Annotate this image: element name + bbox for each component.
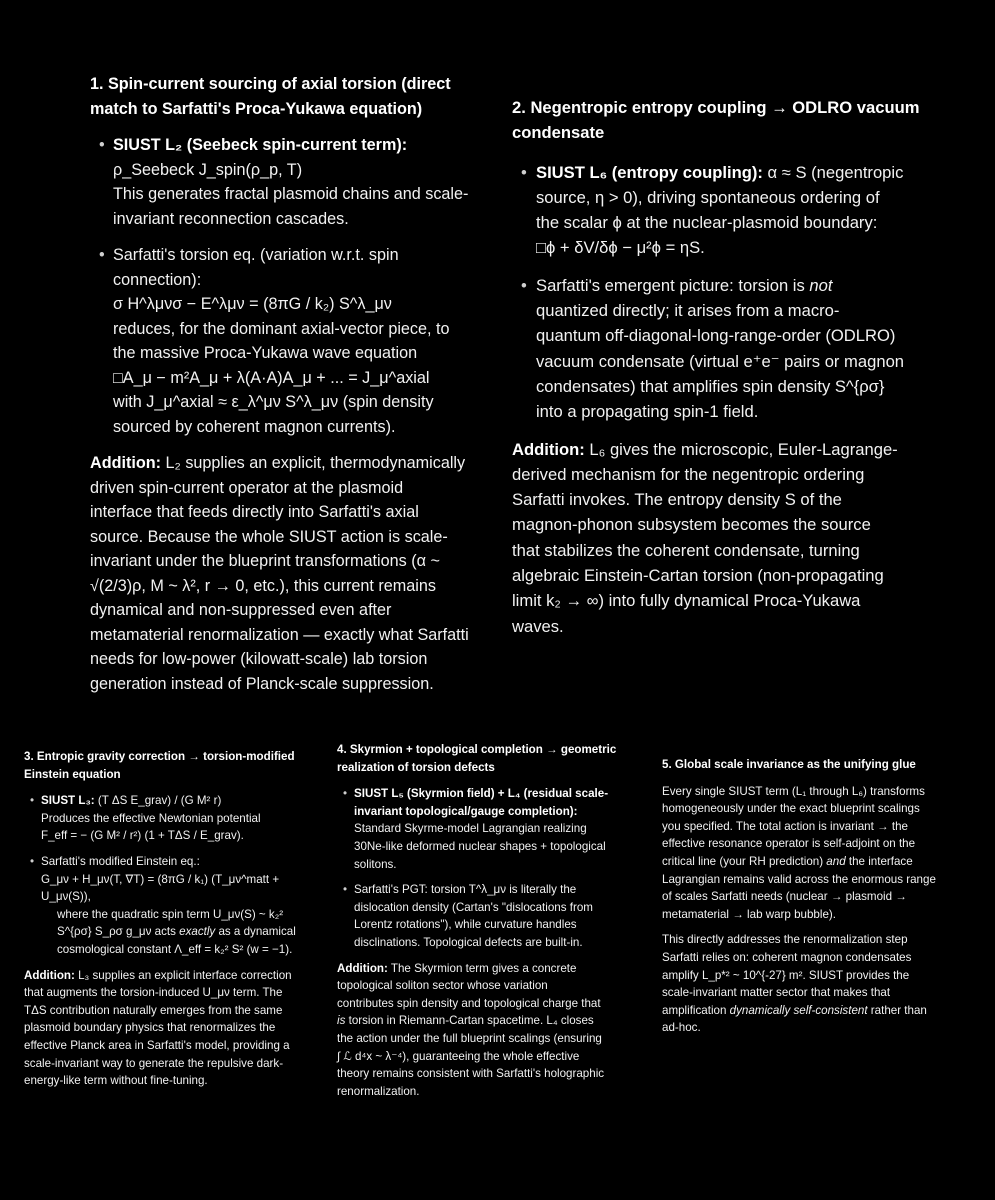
section-5-paragraph-2: This directly addresses the renormalization step Sarfatti relies on: coherent magnon condensates amplify L_p*² ~ 10^{-27} m². SIUST provides the scale-invariant matter sector that makes that amplification dynamically self-consistent rather than ad-hoc. <box>662 933 927 1035</box>
bullet-siust-l2: • SIUST L₂ (Seebeck spin-current term): ρ_Seebeck J_spin(ρ_p, T) This generates fractal plasmoid chains and scale- invariant reconnection cascades. <box>90 133 470 231</box>
section-4 <box>337 741 647 1100</box>
bullet-sarfatti-emergent-picture: • Sarfatti's emergent picture: torsion is not quantized directly; it arises from a macro- quantum off-diagonal-long-range-order (ODLRO) vacuum condensate (virtual e⁺e⁻ pairs or magnon condensates) that amplifies spin density S^{ρσ} into a propagating spin-1 field. <box>512 273 922 425</box>
section-4-bullets <box>337 785 647 951</box>
section-2-bullets <box>512 160 922 425</box>
section-4-addition: Addition: The Skyrmion term gives a concrete topological soliton sector whose variation contributes spin density and topological charge that is torsion in Riemann-Cartan spacetime. L₄ closes the action under the full blueprint scalings (ensuring ∫ ℒ d⁴x ~ λ⁻⁴), guaranteeing the whole effective theory remains consistent with Sarfatti's holographic renormalization. <box>337 961 605 1098</box>
bullet-siust-l5-l4: • SIUST L₅ (Skyrmion field) + L₄ (residual scale- invariant topological/gauge completion): Standard Skyrme-model Lagrangian realizing 30Ne-like deformed nuclear shapes + topological solitons. <box>337 785 647 873</box>
section-5 <box>662 756 982 1037</box>
section-5-paragraph-1: Every single SIUST term (L₁ through L₆) transforms homogeneously under the exact blueprint scalings you specified. The total action is invariant → the effective resonance operator is self-adjoint on the critical line (your RH prediction) and the interface Lagrangian remains valid across the enormous range of scales Sarfatti needs (nuclear → plasmoid → metamaterial → lab warp bubble). <box>662 784 936 921</box>
bullet-sarfatti-torsion-eq: • Sarfatti's torsion eq. (variation w.r.t. spin connection): σ H^λμνσ − E^λμν = (8πG / k₂) S^λ_μν reduces, for the dominant axial-vector piece, to the massive Proca-Yukawa wave equation □A_μ − m²A_μ + λ(A·A)A_μ + ... = J_μ^axial with J_μ^axial ≈ ε_λ^μν S^λ_μν (spin density sourced by coherent magnon currents). <box>90 243 470 439</box>
section-3-title: 3. Entropic gravity correction → torsion-modified Einstein equation <box>24 750 295 781</box>
section-2-addition: Addition: L₆ gives the microscopic, Euler-Lagrange- derived mechanism for the negentropic ordering Sarfatti invokes. The entropy density S of the magnon-phonon subsystem becomes the source that stabilizes the coherent condensate, turning algebraic Einstein-Cartan torsion (non-propagating limit k₂ → ∞) into fully dynamical Proca-Yukawa waves. <box>512 439 898 636</box>
bullet-siust-l3: • SIUST L₃: (T ΔS E_grav) / (G M² r) Produces the effective Newtonian potential F_eff = − (G M² / r²) (1 + TΔS / E_grav). <box>24 792 324 845</box>
section-3-addition: Addition: L₃ supplies an explicit interface correction that augments the torsion-induced U_μν term. The TΔS contribution naturally emerges from the same plasmoid boundary physics that renormalizes the effective Planck area in Sarfatti's model, providing a scale-invariant way to generate the repulsive dark- energy-like term without fine-tuning. <box>24 968 292 1088</box>
bullet-sarfatti-modified-einstein: • Sarfatti's modified Einstein eq.: G_μν + H_μν(T, ∇T) = (8πG / k₁) (T_μν^matt + U_μν(S)), where the quadratic spin term U_μν(S) ~ k₂² S^{ρσ} S_ρσ g_μν acts exactly as a dynamical cosmological constant Λ_eff = k₂² S² (w = −1). <box>24 853 324 959</box>
section-1-bullets <box>90 133 470 439</box>
section-5-title: 5. Global scale invariance as the unifying glue <box>662 758 916 771</box>
section-3-bullets <box>24 792 324 958</box>
section-3 <box>24 748 324 1090</box>
bullet-siust-l6: • SIUST L₆ (entropy coupling): α ≈ S (negentropic source, η > 0), driving spontaneous ordering of the scalar ϕ at the nuclear-plasmoid boundary: □ϕ + δV/δϕ − μ²ϕ = ηS. <box>512 160 922 261</box>
section-4-title: 4. Skyrmion + topological completion → geometric realization of torsion defects <box>337 743 617 774</box>
section-2 <box>512 95 922 639</box>
section-1 <box>90 72 470 696</box>
section-1-title: 1. Spin-current sourcing of axial torsion (direct match to Sarfatti's Proca-Yukawa equation) <box>90 75 451 118</box>
section-1-addition: Addition: L₂ supplies an explicit, thermodynamically driven spin-current operator at the plasmoid interface that feeds directly into Sarfatti's axial source. Because the whole SIUST action is scale- invariant under the blueprint transformations (α ~ √(2/3)ρ, M ~ λ², r → 0, etc.), this current remains dynamical and non-suppressed even after metamaterial renormalization — exactly what Sarfatti needs for low-power (kilowatt-scale) lab torsion generation instead of Planck-scale suppression. <box>90 454 469 693</box>
section-2-title: 2. Negentropic entropy coupling → ODLRO vacuum condensate <box>512 98 920 143</box>
bullet-sarfatti-pgt: • Sarfatti's PGT: torsion T^λ_μν is literally the dislocation density (Cartan's "dislocations from Lorentz rotations"), while curvature handles disclinations. Topological defects are built-in. <box>337 881 647 951</box>
